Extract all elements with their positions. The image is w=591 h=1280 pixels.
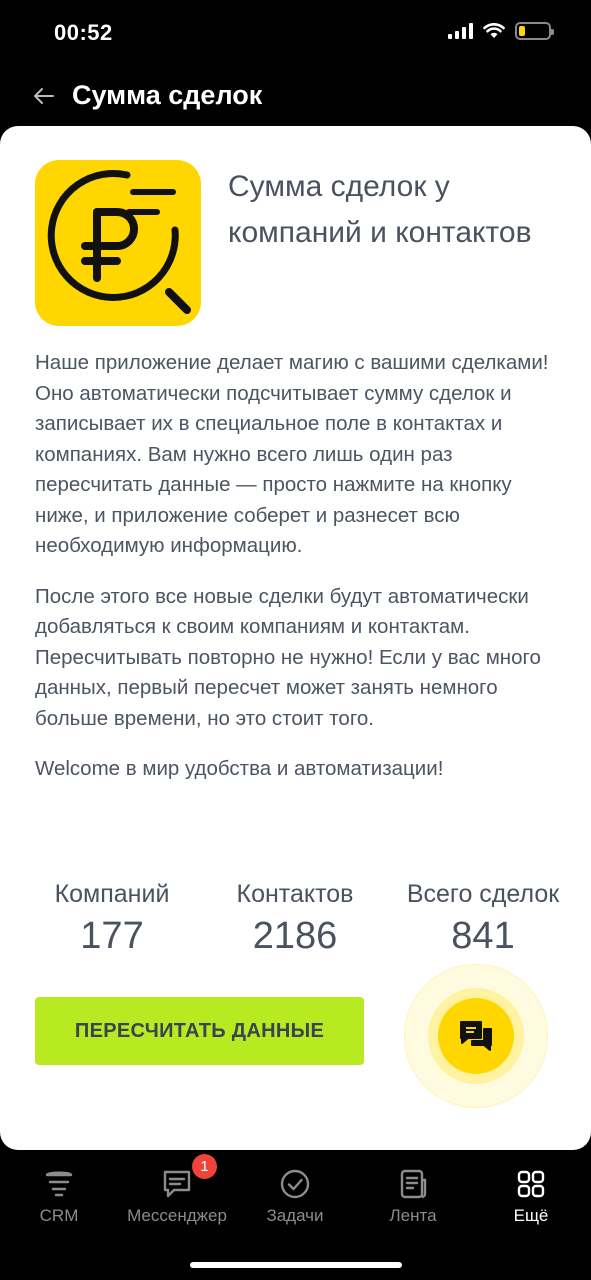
stat-value: 177 [80, 915, 144, 957]
crm-funnel-icon [43, 1168, 75, 1200]
app-description [35, 348, 560, 805]
app-logo [35, 160, 201, 326]
description-paragraph: После этого все новые сделки будут автоматически добавляться к своим компаниям и контактам. Пересчитывать повторно не нужно! Если у вас много данных, первый пересчет может занять немного больше времени, но это стоит того. [35, 584, 541, 730]
ruble-search-icon [35, 160, 201, 326]
stat-companies [42, 880, 182, 958]
chat-bubbles-icon [458, 1019, 494, 1053]
battery-icon [515, 22, 551, 40]
chat-fab-button[interactable] [438, 998, 514, 1074]
status-time: 00:52 [54, 20, 113, 45]
stat-deals [392, 880, 574, 958]
description-paragraph: Welcome в мир удобства и автоматизации! [35, 757, 444, 780]
chat-bubble-icon [161, 1168, 193, 1200]
stat-label: Контактов [236, 880, 354, 908]
top-bar [0, 74, 591, 120]
tab-crm[interactable] [4, 1158, 114, 1226]
app-title: Сумма сделок у компаний и контактов [228, 170, 532, 249]
stat-value: 841 [451, 915, 515, 957]
tab-label: CRM [39, 1206, 79, 1225]
feed-document-icon [397, 1168, 429, 1200]
tab-label: Ещё [513, 1206, 549, 1225]
stat-value: 2186 [252, 915, 338, 957]
tab-more[interactable] [476, 1158, 586, 1226]
check-circle-icon [279, 1168, 311, 1200]
tab-label: Задачи [266, 1206, 324, 1225]
tab-feed[interactable] [358, 1158, 468, 1226]
page-title: Сумма сделок [72, 80, 263, 110]
back-arrow-icon[interactable] [32, 84, 56, 108]
stats-row [0, 880, 591, 970]
tab-tasks[interactable] [240, 1158, 350, 1226]
status-icons [448, 22, 551, 40]
stat-contacts [222, 880, 368, 958]
unread-badge: 1 [192, 1154, 217, 1179]
app-card [0, 126, 591, 1150]
home-indicator [190, 1262, 402, 1268]
stat-label: Компаний [54, 880, 170, 908]
bottom-tab-bar [0, 1158, 591, 1238]
wifi-icon [483, 23, 505, 39]
description-paragraph: Наше приложение делает магию с вашими сделками! Оно автоматически подсчитывает сумму сделок и записывает их в специальное поле в контактах и компаниях. Вам нужно всего лишь один раз пересчитать данные — просто нажмите на кнопку ниже, и приложение соберет и разнесет всю необходимую информацию. [35, 351, 549, 557]
grid-icon [515, 1168, 547, 1200]
cellular-signal-icon [448, 23, 473, 39]
stat-label: Всего сделок [406, 880, 560, 908]
tab-label: Лента [389, 1206, 437, 1225]
tab-label: Мессенджер [127, 1206, 227, 1225]
recalculate-button[interactable]: ПЕРЕСЧИТАТЬ ДАННЫЕ [35, 997, 364, 1065]
tab-messenger[interactable] [122, 1158, 232, 1226]
status-bar [0, 0, 591, 70]
